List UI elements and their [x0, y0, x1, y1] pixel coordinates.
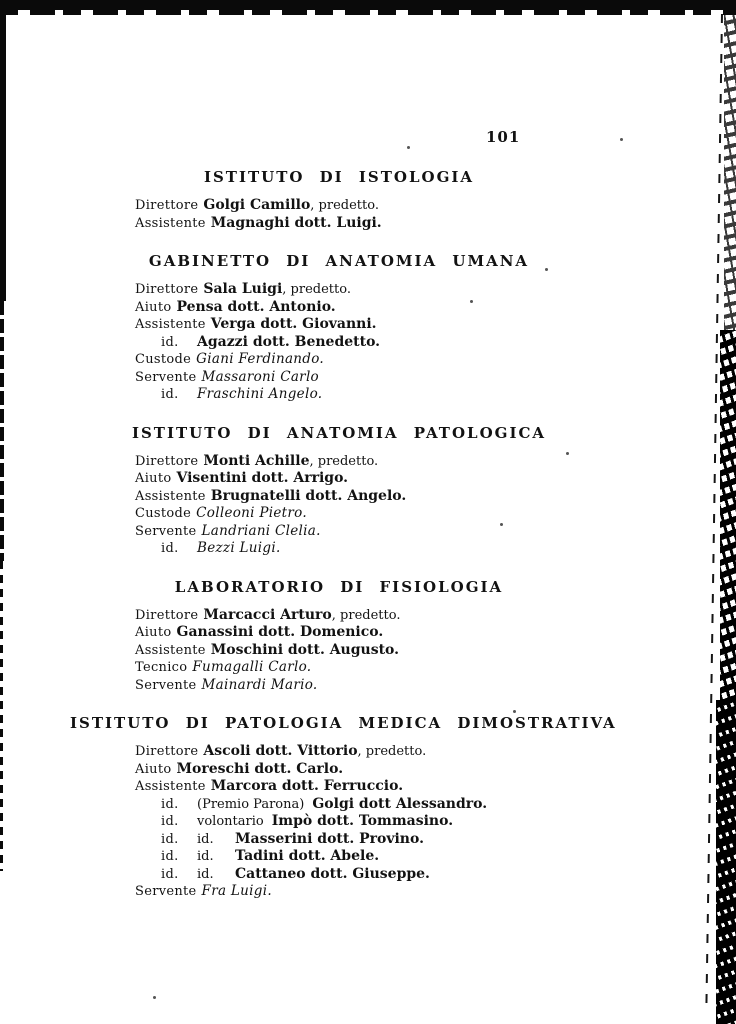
staff-entry-line [135, 488, 543, 506]
staff-section [135, 578, 543, 695]
role-qualifier: volontario [197, 814, 264, 829]
role-label: id. [161, 334, 179, 350]
role-qualifier: id. [197, 831, 214, 847]
person-name: Moreschi dott. Carlo. [176, 760, 344, 777]
staff-entry-line [135, 351, 543, 369]
person-name: Fraschini Angelo. [197, 386, 323, 402]
role-qualifier: id. [197, 866, 214, 882]
person-name: Golgi Camillo [203, 197, 311, 213]
staff-entry-line [135, 540, 543, 558]
role-label: Direttore [135, 453, 199, 469]
role-label: id. [161, 849, 179, 864]
staff-entry-line [135, 386, 543, 404]
scan-artifact-right-band-bottom [716, 700, 736, 1024]
role-label: Aiuto [135, 299, 172, 315]
person-name: Landriani Clelia. [201, 522, 321, 539]
entry-suffix: , predetto. [282, 282, 351, 297]
section-title: LABORATORIO DI FISIOLOGIA [174, 577, 504, 596]
person-name: Colleoni Pietro. [196, 505, 307, 521]
page-number: 101 [486, 128, 521, 146]
role-label: Servente [135, 369, 197, 385]
staff-entry-line [135, 215, 543, 233]
person-name: Marcacci Arturo [203, 606, 332, 623]
person-name: Visentini dott. Arrigo. [176, 470, 349, 486]
role-label: Assistente [135, 488, 206, 504]
role-qualifier: id. [197, 849, 214, 864]
scan-artifact-left-edge-mid [0, 301, 4, 561]
staff-entry-line [135, 607, 543, 625]
scan-artifact-top-edge [0, 0, 736, 10]
person-name: Monti Achille [203, 452, 310, 469]
person-name: Golgi dott Alessandro. [312, 795, 488, 812]
role-label: id. [161, 796, 179, 812]
scan-artifact-left-edge-bottom [0, 561, 3, 871]
role-label: Assistente [135, 215, 206, 231]
scan-artifact-left-edge-top [0, 6, 6, 301]
staff-entry-line [135, 831, 543, 849]
staff-entry-line [135, 761, 543, 779]
role-label: id. [161, 831, 179, 847]
staff-entry-line [135, 677, 543, 695]
role-label: id. [161, 814, 179, 829]
person-name: Giani Ferdinando. [196, 351, 325, 367]
staff-section [135, 168, 543, 232]
person-name: Verga dott. Giovanni. [210, 316, 377, 332]
staff-entry-line [135, 505, 543, 523]
staff-entry-line [135, 369, 543, 387]
scan-artifact-right-band-mid [720, 330, 736, 700]
person-name: Marcora dott. Ferruccio. [210, 778, 404, 794]
noise-speck [620, 138, 623, 141]
staff-entry-line [135, 848, 543, 866]
document-body [70, 148, 617, 901]
person-name: Pensa dott. Antonio. [176, 298, 336, 315]
person-name: Masserini dott. Provino. [235, 830, 424, 847]
role-label: Direttore [135, 607, 199, 623]
role-label: Direttore [135, 744, 199, 759]
person-name: Fumagalli Carlo. [192, 659, 312, 675]
role-label: Assistente [135, 642, 206, 658]
role-label: Direttore [135, 282, 199, 297]
staff-entry-line [135, 299, 543, 317]
entry-list [135, 453, 543, 558]
person-name: Mainardi Mario. [201, 676, 318, 693]
staff-entry-line [135, 778, 543, 796]
role-label: Servente [135, 884, 197, 899]
entry-suffix: , predetto. [310, 198, 379, 213]
noise-speck [153, 996, 156, 999]
staff-entry-line [135, 523, 543, 541]
section-title: ISTITUTO DI ANATOMIA PATOLOGICA [131, 423, 547, 442]
staff-section [131, 423, 547, 558]
staff-entry-line [135, 883, 543, 901]
role-label: Aiuto [135, 761, 172, 777]
person-name: Fra Luigi. [201, 883, 272, 899]
staff-entry-line [135, 659, 543, 677]
role-qualifier: (Premio Parona) [197, 796, 305, 812]
role-label: Tecnico [135, 660, 188, 675]
section-title: GABINETTO DI ANATOMIA UMANA [148, 252, 530, 270]
role-label: Custode [135, 352, 192, 367]
staff-entry-line [135, 470, 543, 488]
entry-list [135, 743, 543, 901]
role-label: Servente [135, 523, 197, 539]
staff-entry-line [135, 197, 543, 215]
entry-suffix: , predetto. [357, 744, 427, 759]
entry-list [135, 281, 543, 404]
staff-entry-line [135, 281, 543, 299]
person-name: Massaroni Carlo [201, 368, 319, 385]
staff-entry-line [135, 743, 543, 761]
staff-entry-line [135, 624, 543, 642]
staff-entry-line [135, 453, 543, 471]
staff-entry-line [135, 796, 543, 814]
person-name: Ascoli dott. Vittorio [203, 743, 358, 759]
person-name: Tadini dott. Abele. [235, 848, 380, 864]
role-label: Assistente [135, 317, 206, 332]
role-label: Custode [135, 506, 192, 521]
staff-entry-line [135, 813, 543, 831]
person-name: Impò dott. Tommasino. [271, 813, 454, 829]
entry-suffix: , predetto. [331, 607, 401, 623]
person-name: Bezzi Luigi. [197, 540, 281, 556]
scan-artifact-right-band-top [724, 10, 736, 330]
person-name: Ganassini dott. Domenico. [176, 624, 384, 640]
role-label: Aiuto [135, 625, 172, 640]
entry-suffix: , predetto. [309, 453, 379, 469]
role-label: Aiuto [135, 471, 172, 486]
person-name: Brugnatelli dott. Angelo. [210, 487, 407, 504]
entry-list [135, 607, 543, 695]
section-title: ISTITUTO DI PATOLOGIA MEDICA DIMOSTRATIVA [70, 714, 617, 732]
person-name: Agazzi dott. Benedetto. [197, 333, 381, 350]
role-label: id. [161, 387, 179, 402]
staff-entry-line [135, 316, 543, 334]
role-label: Assistente [135, 779, 206, 794]
staff-section [70, 714, 617, 901]
role-label: Direttore [135, 198, 199, 213]
person-name: Sala Luigi [203, 281, 283, 297]
person-name: Magnaghi dott. Luigi. [210, 214, 382, 231]
role-label: id. [161, 866, 179, 882]
role-label: Servente [135, 677, 197, 693]
scan-artifact-top-edge-ragged [0, 10, 736, 15]
person-name: Moschini dott. Augusto. [210, 641, 400, 658]
staff-section [135, 252, 543, 404]
staff-entry-line [135, 866, 543, 884]
staff-entry-line [135, 334, 543, 352]
person-name: Cattaneo dott. Giuseppe. [235, 865, 430, 882]
entry-list [135, 197, 543, 232]
role-label: id. [161, 541, 179, 556]
staff-entry-line [135, 642, 543, 660]
noise-speck [566, 452, 569, 455]
section-title: ISTITUTO DI ISTOLOGIA [203, 168, 475, 186]
